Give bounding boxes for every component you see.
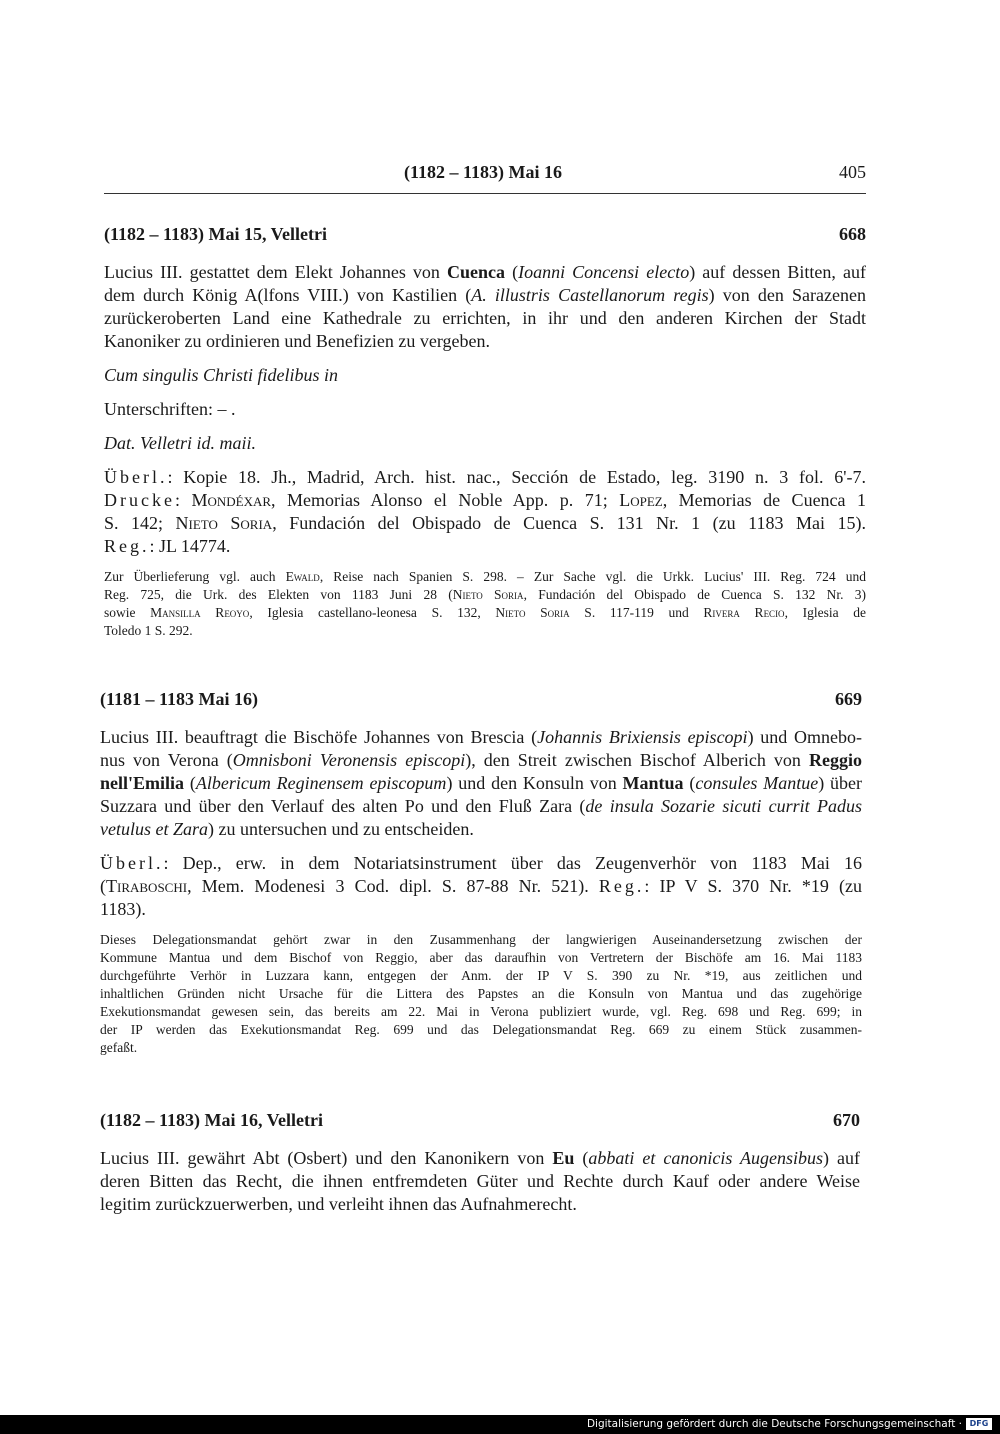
funding-notice: Digitalisierung gefördert durch die Deutsche Forschungsgemeinschaft ·	[586, 1418, 962, 1430]
footer-bar	[0, 1415, 1000, 1434]
entry-date: (1182 – 1183) Mai 16, Velletri	[100, 1110, 323, 1130]
entry-heading	[100, 1110, 860, 1136]
entry-number: 669	[835, 689, 862, 709]
entry-number: 670	[833, 1110, 860, 1130]
place-name: nell'Emilia	[100, 773, 185, 793]
label-ueberlieferung: Überl.	[104, 467, 168, 487]
place-name: Cuenca	[447, 262, 505, 282]
running-title: (1182 – 1183) Mai 16	[404, 162, 562, 182]
commentary-note: Zur Überlieferung vgl. auch Ewald, Reise nach Spanien S. 298. – Zur Sache vgl. die Urkk. Lucius' III. Reg. 724 und Reg. 725, die Urk. des Elekten von 1183 Juni 28 (Nieto Soria, Fundación del Obispado de Cuenca S. 132 Nr. 3) sowie Mansilla Reoyo, Iglesia castellano-leonesa S. 132, Nieto Soria S. 117-119 und Rivera Recio, Iglesia de Toledo 1 S. 292.	[104, 569, 866, 638]
apparatus: Überl.: Dep., erw. in dem Notariatsinstrument über das Zeugenverhör von 1183 Mai 16 (Tiraboschi, Mem. Modenesi 3 Cod. dipl. S. 87-88 Nr. 521). Reg.: IP V S. 370 Nr. *19 (zu 1183).	[100, 853, 862, 919]
dating-clause: Dat. Velletri id. maii.	[104, 433, 256, 453]
entry-668	[104, 224, 866, 640]
entry-number: 668	[839, 224, 866, 244]
place-name: Eu	[552, 1148, 575, 1168]
subscriptions: Unterschriften: – .	[104, 399, 236, 419]
label-ueberlieferung: Überl.	[100, 853, 164, 873]
regest-text: Lucius III. gestattet dem Elekt Johannes von Cuenca (Ioanni Concensi electo) auf dessen Bitten, auf dem durch König A(lfons VIII.) von Kastilien (A. illustris Castellanorum regis) von den Sarazenen zurückeroberten Land eine Kathedrale zu errichten, in ihr und den anderen Kirchen der Stadt Kanoniker zu ordinieren und Benefizien zu vergeben.	[104, 262, 866, 351]
label-drucke: Drucke	[104, 490, 175, 510]
header-rule	[104, 193, 866, 194]
label-regesten: Reg.	[104, 536, 150, 556]
place-name: Mantua	[622, 773, 684, 793]
entry-date: (1181 – 1183 Mai 16)	[100, 689, 258, 709]
running-head	[100, 162, 866, 186]
label-regesten: Reg.	[598, 876, 645, 896]
regest-text: Lucius III. beauftragt die Bischöfe Johannes von Brescia (Johannis Brixiensis episcopi) und Omnebo- nus von Verona (Omnisboni Veronensis episcopi), den Streit zwischen Bischof Alberich von Reggio nell'Emilia (Albericum Reginensem episcopum) und den Konsuln von Mantua (consules Mantue) über Suzzara und über den Verlauf des alten Po und den Fluß Zara (de insula Sozarie sicuti currit Padus vetulus et Zara) zu untersuchen und zu entscheiden.	[100, 727, 863, 839]
page-number: 405	[839, 162, 866, 182]
regest-text: Lucius III. gewährt Abt (Osbert) und den Kanonikern von Eu (abbati et canonicis Augensibus) auf deren Bitten das Recht, die ihnen entfremdeten Güter und Rechte durch Kauf oder andere Weise legitim zurückzuerwerben, und verleiht ihnen das Aufnahmerecht.	[100, 1148, 861, 1214]
entry-669	[100, 689, 862, 1057]
commentary-note: Dieses Delegationsmandat gehört zwar in den Zusammenhang der langwierigen Auseinandersetzung zwischen der Kommune Mantua und dem Bischof von Reggio, aber das daraufhin von Vertretern der Bischöfe am 16. Mai 1183 durchgeführte Verhör in Luzzara kann, entgegen der Anm. der IP V S. 390 zu Nr. *19, aus zeitlichen und inhaltlichen Gründen nicht Ursache für die Littera des Papstes an die Konsuln von Mantua und das zugehörige Exekutionsmandat gewesen sein, das bereits am 22. Mai in Verona publiziert wurde, vgl. Reg. 698 und Reg. 699; in der IP werden das Exekutionsmandat Reg. 699 und das Delegationsmandat Reg. 669 zu einem Stück zusammen- gefaßt.	[100, 932, 862, 1055]
entry-date: (1182 – 1183) Mai 15, Velletri	[104, 224, 327, 244]
apparatus: Überl.: Kopie 18. Jh., Madrid, Arch. hist. nac., Sección de Estado, leg. 3190 n. 3 fol. 6'-7. Drucke: Mondéxar, Memorias Alonso el Noble App. p. 71; Lopez, Memorias de Cuenca 1 S. 142; Nieto Soria, Fundación del Obispado de Cuenca S. 131 Nr. 1 (zu 1183 Mai 15). Reg.: JL 14774.	[104, 467, 866, 556]
entry-heading	[100, 689, 862, 715]
place-name: Reggio	[809, 750, 862, 770]
incipit: Cum singulis Christi fidelibus in	[104, 365, 339, 385]
dfg-logo: DFG	[966, 1418, 992, 1430]
entry-heading	[104, 224, 866, 250]
entry-670	[100, 1110, 860, 1216]
